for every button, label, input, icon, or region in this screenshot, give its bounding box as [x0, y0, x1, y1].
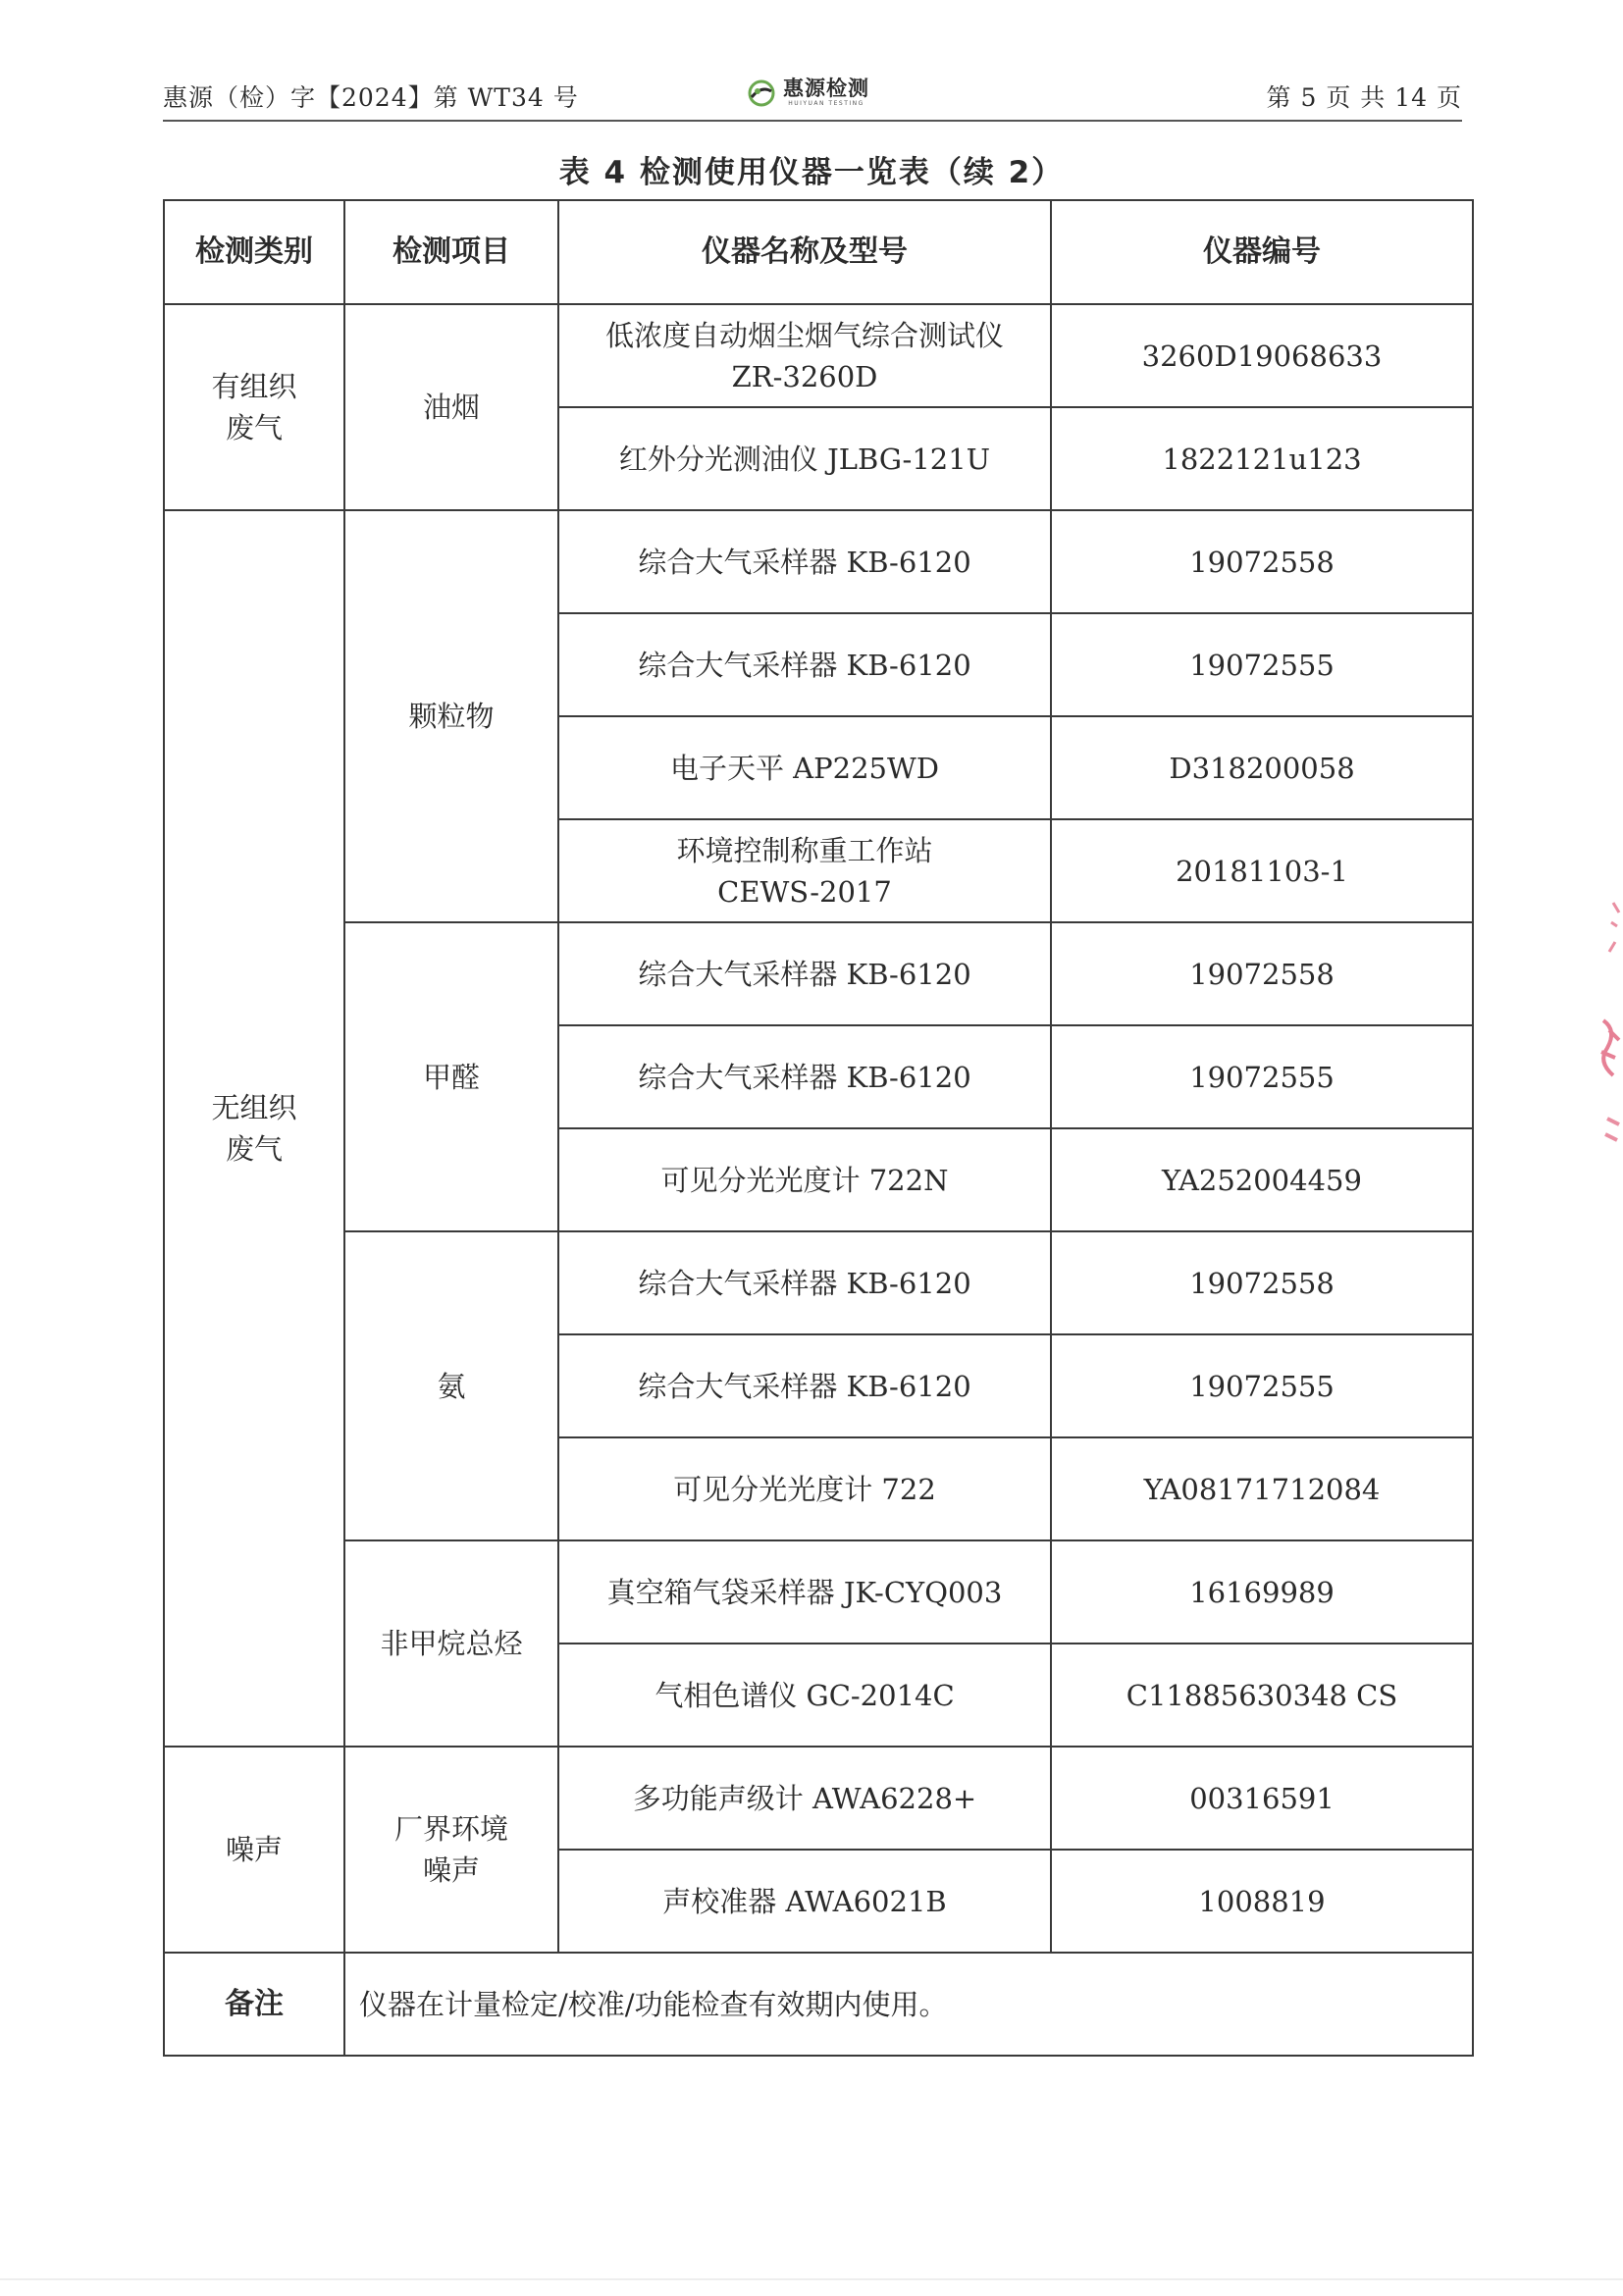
serial-cell: 19072555 — [1051, 1025, 1473, 1128]
note-label: 备注 — [164, 1953, 344, 2056]
instrument-cell: 综合大气采样器 KB-6120 — [558, 613, 1051, 716]
item-cell: 甲醛 — [344, 922, 558, 1231]
instrument-cell: 综合大气采样器 KB-6120 — [558, 1231, 1051, 1334]
page-header — [163, 77, 1462, 122]
table-row — [164, 1231, 1473, 1334]
logo-text-en: HUIYUAN TESTING — [788, 100, 864, 107]
item-cell: 颗粒物 — [344, 510, 558, 922]
category-cell: 有组织 废气 — [164, 304, 344, 510]
instrument-cell: 多功能声级计 AWA6228+ — [558, 1747, 1051, 1850]
table-header-row — [164, 200, 1473, 304]
instrument-cell: 红外分光测油仪 JLBG-121U — [558, 407, 1051, 510]
logo-icon — [746, 79, 777, 107]
column-header-item: 检测项目 — [344, 200, 558, 304]
serial-cell: D318200058 — [1051, 716, 1473, 819]
instrument-cell: 气相色谱仪 GC-2014C — [558, 1644, 1051, 1747]
instrument-cell: 综合大气采样器 KB-6120 — [558, 1025, 1051, 1128]
instrument-cell: 综合大气采样器 KB-6120 — [558, 1334, 1051, 1437]
bottom-scan-line — [0, 2278, 1623, 2280]
instrument-cell: 声校准器 AWA6021B — [558, 1850, 1051, 1953]
serial-cell: 00316591 — [1051, 1747, 1473, 1850]
instrument-cell: 真空箱气袋采样器 JK-CYQ003 — [558, 1540, 1051, 1644]
instrument-cell: 环境控制称重工作站 CEWS-2017 — [558, 819, 1051, 922]
column-header-instrument: 仪器名称及型号 — [558, 200, 1051, 304]
item-cell: 厂界环境 噪声 — [344, 1747, 558, 1953]
page-indicator: 第 5 页 共 14 页 — [1266, 83, 1462, 112]
table-title: 表 4 检测使用仪器一览表（续 2） — [558, 155, 1065, 190]
serial-cell: 19072555 — [1051, 613, 1473, 716]
category-cell: 噪声 — [164, 1747, 344, 1953]
logo-text-cn: 惠源检测 — [783, 77, 869, 100]
table-row — [164, 510, 1473, 613]
column-header-serial: 仪器编号 — [1051, 200, 1473, 304]
note-row — [164, 1953, 1473, 2056]
serial-cell: 1822121u123 — [1051, 407, 1473, 510]
serial-cell: YA252004459 — [1051, 1128, 1473, 1231]
table-row — [164, 1540, 1473, 1644]
note-text: 仪器在计量检定/校准/功能检查有效期内使用。 — [344, 1953, 1473, 2056]
serial-cell: 19072558 — [1051, 1231, 1473, 1334]
table-row — [164, 1747, 1473, 1850]
instrument-cell: 可见分光光度计 722 — [558, 1437, 1051, 1540]
serial-cell: YA08171712084 — [1051, 1437, 1473, 1540]
instrument-cell: 综合大气采样器 KB-6120 — [558, 510, 1051, 613]
table-row — [164, 304, 1473, 407]
category-cell: 无组织 废气 — [164, 510, 344, 1747]
instrument-cell: 综合大气采样器 KB-6120 — [558, 922, 1051, 1025]
serial-cell: 19072558 — [1051, 922, 1473, 1025]
serial-cell: 19072555 — [1051, 1334, 1473, 1437]
item-cell: 油烟 — [344, 304, 558, 510]
instrument-table — [163, 199, 1474, 2057]
instrument-cell: 可见分光光度计 722N — [558, 1128, 1051, 1231]
serial-cell: 19072558 — [1051, 510, 1473, 613]
serial-cell: 1008819 — [1051, 1850, 1473, 1953]
instrument-cell: 电子天平 AP225WD — [558, 716, 1051, 819]
serial-cell: 3260D19068633 — [1051, 304, 1473, 407]
column-header-category: 检测类别 — [164, 200, 344, 304]
serial-cell: 16169989 — [1051, 1540, 1473, 1644]
item-cell: 非甲烷总烃 — [344, 1540, 558, 1747]
document-reference: 惠源（检）字【2024】第 WT34 号 — [163, 83, 579, 112]
company-logo — [746, 78, 869, 107]
serial-cell: C11885630348 CS — [1051, 1644, 1473, 1747]
serial-cell: 20181103-1 — [1051, 819, 1473, 922]
instrument-cell: 低浓度自动烟尘烟气综合测试仪 ZR-3260D — [558, 304, 1051, 407]
item-cell: 氨 — [344, 1231, 558, 1540]
table-row — [164, 922, 1473, 1025]
seal-stamp-mark — [1584, 883, 1623, 1158]
